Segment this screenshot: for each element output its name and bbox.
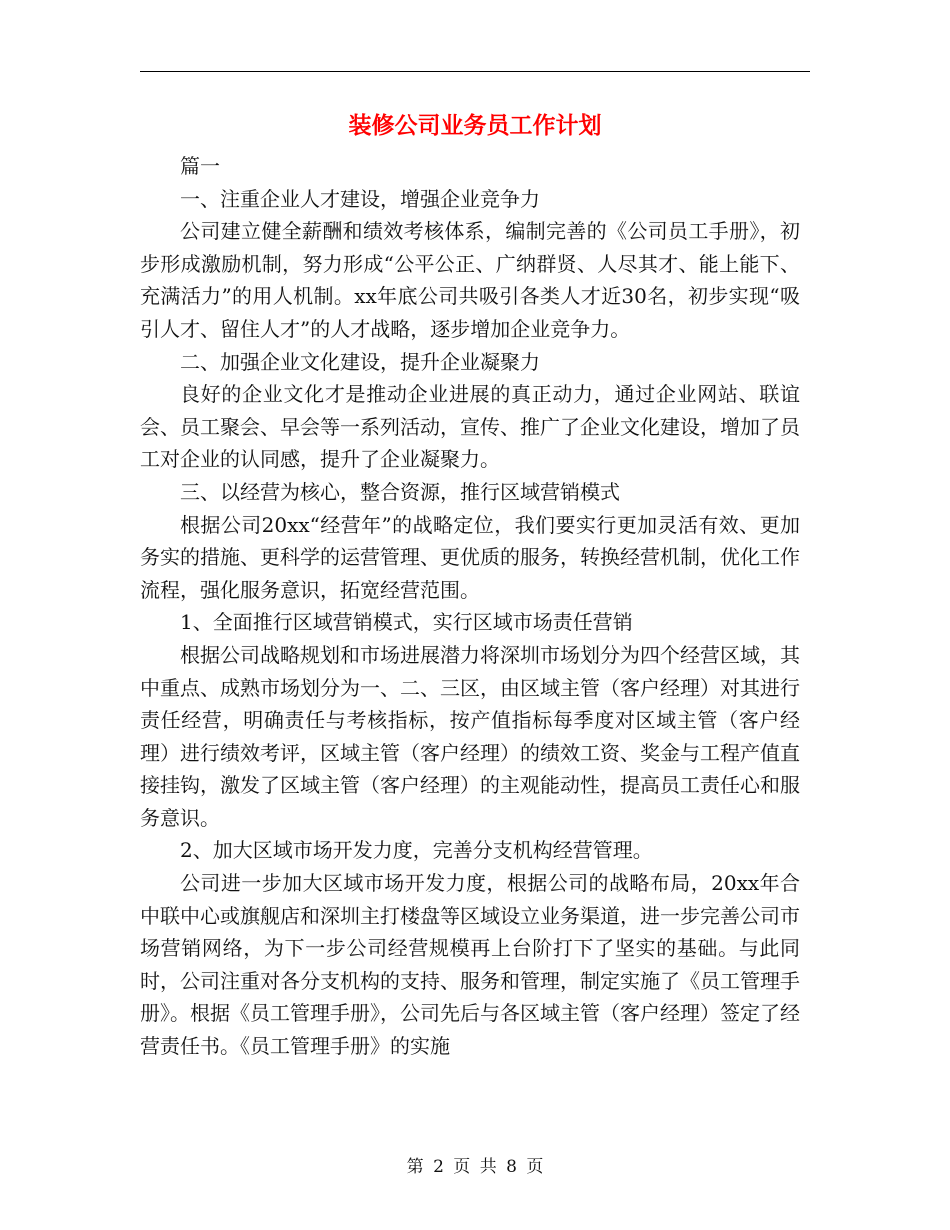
document-body <box>140 150 800 1063</box>
header-rule <box>140 71 810 72</box>
paragraph: 根据公司20xx“经营年”的战略定位，我们要实行更加灵活有效、更加务实的措施、更科学的运营管理、更优质的服务，转换经营机制，优化工作流程，强化服务意识，拓宽经营范围。 <box>140 512 800 602</box>
paragraph: 三、以经营为核心，整合资源，推行区域营销模式 <box>180 479 620 504</box>
document-title: 装修公司业务员工作计划 <box>348 112 602 139</box>
paragraph: 公司建立健全薪酬和绩效考核体系，编制完善的《公司员工手册》，初步形成激励机制，努力形成“公平公正、广纳群贤、人尽其才、能上能下、充满活力”的用人机制。xx年底公司共吸引各类人才近30名，初步实现“吸引人才、留住人才”的人才战略，逐步增加企业竞争力。 <box>140 219 800 341</box>
paragraph: 篇一 <box>180 154 220 178</box>
paragraph: 根据公司战略规划和市场进展潜力将深圳市场划分为四个经营区域，其中重点、成熟市场划分为一、二、三区，由区域主管（客户经理）对其进行责任经营，明确责任与考核指标，按产值指标每季度对区域主管（客户经理）进行绩效考评，区域主管（客户经理）的绩效工资、奖金与工程产值直接挂钩，激发了区域主管（客户经理）的主观能动性，提高员工责任心和服务意识。 <box>140 642 800 830</box>
page-number: 第 2 页 共 8 页 <box>406 1157 544 1177</box>
paragraph: 公司进一步加大区域市场开发力度，根据公司的战略布局，20xx年合中联中心或旗舰店和深圳主打楼盘等区域设立业务渠道，进一步完善公司市场营销网络，为下一步公司经营规模再上台阶打下了坚实的基础。与此同时，公司注重对各分支机构的支持、服务和管理，制定实施了《员工管理手册》。根据《员工管理手册》，公司先后与各区域主管（客户经理）签定了经营责任书。《员工管理手册》的实施 <box>140 871 800 1059</box>
paragraph: 二、加强企业文化建设，提升企业凝聚力 <box>180 349 540 374</box>
paragraph: 2、加大区域市场开发力度，完善分支机构经营管理。 <box>180 838 653 863</box>
paragraph: 1、全面推行区域营销模式，实行区域市场责任营销 <box>180 610 633 635</box>
paragraph: 一、注重企业人才建设，增强企业竞争力 <box>180 186 540 211</box>
paragraph: 良好的企业文化才是推动企业进展的真正动力，通过企业网站、联谊会、员工聚会、早会等一系列活动，宣传、推广了企业文化建设，增加了员工对企业的认同感，提升了企业凝聚力。 <box>140 382 800 472</box>
